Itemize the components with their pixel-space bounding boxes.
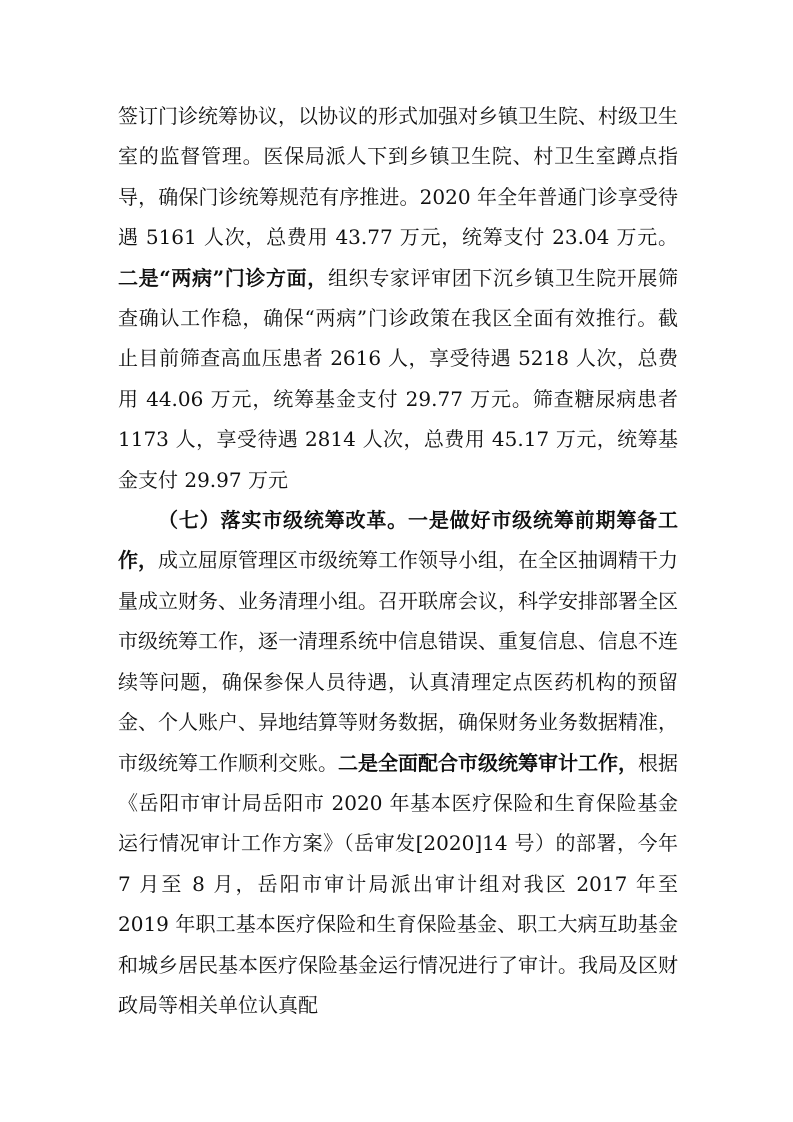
paragraph-outpatient [118,96,678,500]
paragraph-text: 成立屈原管理区市级统筹工作领导小组，在全区抽调精干力量成立财务、业务清理小组。召开联席会议，科学安排部署全区市级统筹工作，逐一清理系统中信息错误、重复信息、信息不连续等问题，确保参保人员待遇，认真清理定点医药机构的预留金、个人账户、异地结算等财务数据，确保财务业务数据精准，市级统筹工作顺利交账。 [118,548,678,775]
body-text [118,96,678,1025]
section-heading: （七）落实市级统筹改革。 [158,508,408,533]
paragraph-text: 组织专家评审团下沉乡镇卫生院开展筛查确认工作稳，确保“两病”门诊政策在我区全面有效推行。截止目前筛查高血压患者 2616 人，享受待遇 5218 人次，总费用 44.06 万元，统筹基金支付 29.77 万元。筛查糖尿病患者 1173 人，享受待遇 2814 人次，总费用 45.17 万元，统筹基金支付 29.97 万元 [118,265,679,492]
bold-heading: 二是全面配合市级统筹审计工作， [338,750,638,775]
paragraph-municipal-coordination [118,500,678,1025]
bold-heading: 二是“两病”门诊方面， [118,265,328,290]
paragraph-text: 根据《岳阳市审计局岳阳市 2020 年基本医疗保险和生育保险基金运行情况审计工作方案》（岳审发[2020]14 号）的部署，今年 7 月至 8 月，岳阳市审计局派出审计组对我区 2017 年至 2019 年职工基本医疗保险和生育保险基金、职工大病互助基金和城乡居民基本医疗保险基金运行情况进行了审计。我局及区财政局等相关单位认真配 [118,750,678,1017]
paragraph-text: 签订门诊统筹协议，以协议的形式加强对乡镇卫生院、村级卫生室的监督管理。医保局派人下到乡镇卫生院、村卫生室蹲点指导，确保门诊统筹规范有序推进。2020 年全年普通门诊享受待遇 5161 人次，总费用 43.77 万元，统筹支付 23.04 万元。 [118,104,678,250]
bold-heading: 一是做好市级统筹前期筹备工作， [118,508,678,573]
